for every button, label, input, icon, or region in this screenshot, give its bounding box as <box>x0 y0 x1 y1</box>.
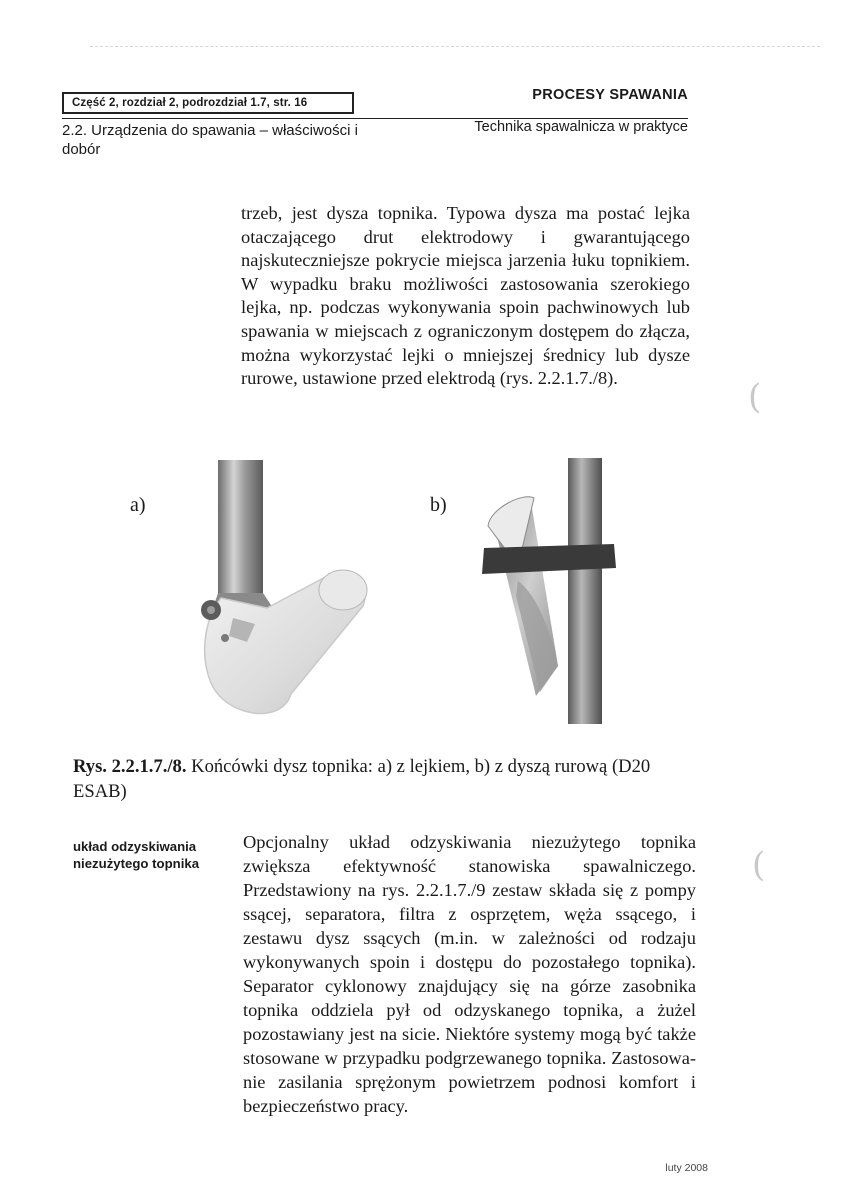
tube-nozzle-photo <box>478 456 628 728</box>
margin-keyword: układ odzyskiwania niezużytego topnika <box>73 839 200 871</box>
figure-caption-ref: Rys. 2.2.1.7./8. <box>73 756 187 777</box>
scan-artifact-mark: ( <box>752 845 766 885</box>
figure-caption-text: Końcówki dysz topnika: a) z lejkiem, b) z dyszą rurową (D20 ESAB) <box>73 756 651 802</box>
section-reference-box: Część 2, rozdział 2, podrozdział 1.7, str. 16 <box>62 92 354 114</box>
scan-artifact-line <box>90 46 820 47</box>
figure-label-a: a) <box>130 494 146 516</box>
body-paragraph-1: trzeb, jest dysza topnika. Typowa dysza ma postać lejka otaczającego drut elektrodowy i gwarantującego najskuteczniejsze pokrycie miejsca jarzenia łuku topnikiem. W wypadku braku możliwości zastosowania szerokiego lejka, np. podczas wykonywania spoin pachwinowych lub spawania w miejscach z ograniczonym dostępem do złącza, można wykorzystać lejki o mniejszej średnicy lub dysze rurowe, ustawione przed elektrodą (rys. 2.2.1.7./8). <box>241 203 690 389</box>
book-title: PROCESY SPAWANIA <box>532 87 688 103</box>
book-subtitle: Technika spawalnicza w praktyce <box>474 119 688 135</box>
body-paragraph-2: Opcjonalny układ odzyskiwania niezużytego topnika zwiększa efektywność stanowiska spawalniczego. Przedstawiony na rys. 2.2.1.7./9 zestaw składa się z pompy ssącej, separatora, filtra z osprzętem, węża ssącego, i zestawu dysz ssących (m.in. w zależności od rodzaju wykonywanych spoin i dostępu do pozostałego topnika). Separator cyklonowy znajdujący się na górze zasobnika topnika oddziela pył od odzyskanego topnika, a żużel pozostawiany jest na sicie. Niektóre systemy mogą być także stosowane w przypadku podgrzewanego topnika. Zastosowanie zasilania sprężonym powietrzem podnosi komfort i bezpieczeństwo pracy. <box>243 832 696 1116</box>
figure-label-b: b) <box>430 494 447 516</box>
chapter-title: 2.2. Urządzenia do spawania – właściwości i dobór <box>62 122 358 158</box>
scan-artifact-mark: ( <box>748 377 762 417</box>
funnel-nozzle-photo <box>185 458 390 726</box>
figure-caption <box>73 754 693 804</box>
footer-date: luty 2008 <box>665 1162 708 1174</box>
